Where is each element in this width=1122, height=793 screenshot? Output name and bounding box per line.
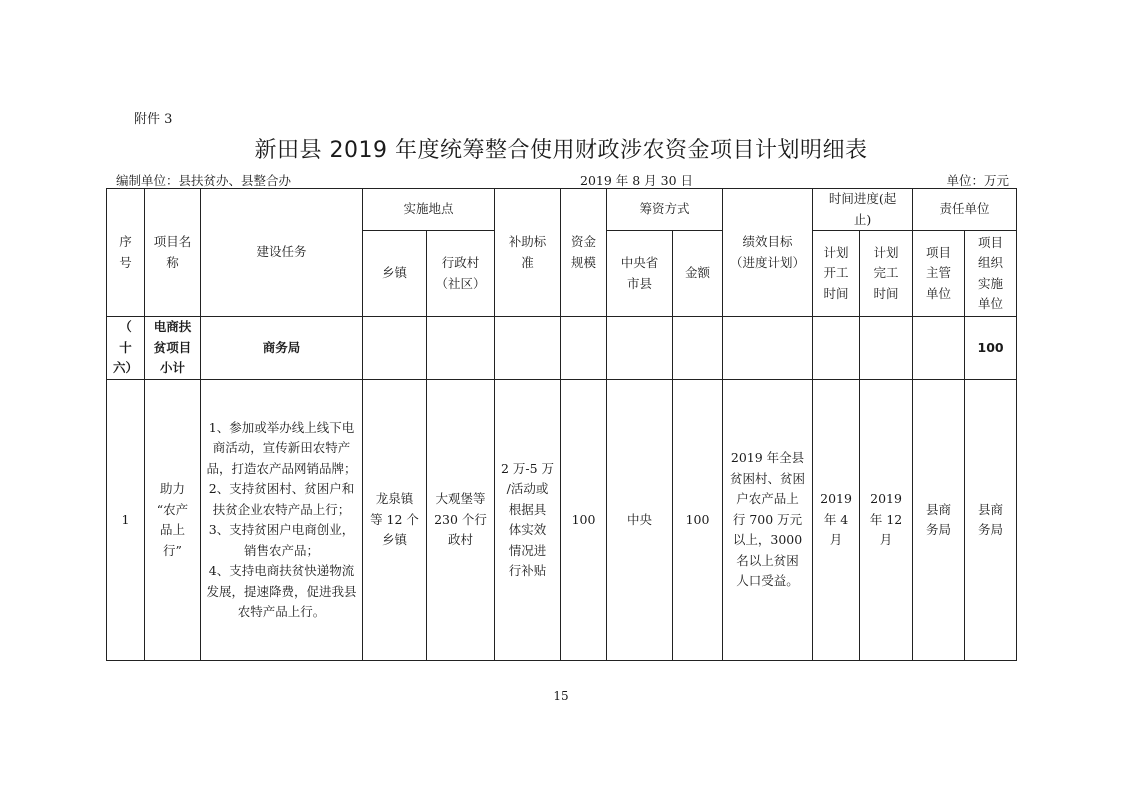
attachment-label: 附件 3 [134,112,173,127]
header-time-group: 时间进度(起 止) [813,189,913,231]
compiler-unit: 编制单位：县扶贫办、县整合办 [116,173,292,188]
task-item: 2、支持贫困村、贫困户和扶贫企业农特产品上行； [208,481,355,517]
row-project-name: 助力 “农产 品上 行” [145,380,201,661]
page-number: 15 [553,689,569,703]
subtotal-seq: （ 十 六） [107,317,145,380]
table-row [107,380,1017,661]
row-implementer: 县商 务局 [965,380,1017,661]
row-construction-tasks [201,380,363,661]
header-start-time: 计划 开工 时间 [813,231,860,317]
header-township: 乡镇 [363,231,427,317]
task-item: 3、支持贫困户电商创业，销售农产品； [208,522,355,558]
header-construction-task: 建设任务 [201,189,363,317]
header-supervisor: 项目 主管 单位 [913,231,965,317]
document-date: 2019 年 8 月 30 日 [580,173,694,188]
header-funding-source: 中央省 市县 [607,231,673,317]
header-fund-scale: 资金 规模 [561,189,607,317]
subtotal-name: 电商扶 贫项目 小计 [145,317,201,380]
header-subsidy-standard: 补助标 准 [495,189,561,317]
row-end-time: 2019 年 12 月 [860,380,913,661]
project-plan-table [106,188,1017,661]
header-project-name: 项目名 称 [145,189,201,317]
header-village: 行政村 （社区） [427,231,495,317]
header-end-time: 计划 完工 时间 [860,231,913,317]
task-item: 1、参加或举办线上线下电商活动，宣传新田农特产品，打造农产品网销品牌； [206,419,357,476]
row-amount: 100 [673,380,723,661]
subtotal-task: 商务局 [201,317,363,380]
header-location-group: 实施地点 [363,189,495,231]
row-supervisor: 县商 务局 [913,380,965,661]
row-funding-source: 中央 [607,380,673,661]
header-seq: 序 号 [107,189,145,317]
header-amount: 金额 [673,231,723,317]
subtotal-implementer-value: 100 [965,317,1017,380]
header-resp-group: 责任单位 [913,189,1017,231]
row-township: 龙泉镇 等 12 个 乡镇 [363,380,427,661]
page-title: 新田县 2019 年度统筹整合使用财政涉农资金项目计划明细表 [254,138,868,163]
row-start-time: 2019 年 4 月 [813,380,860,661]
task-item: 4、支持电商扶贫快递物流发展，提速降费，促进我县农特产品上行。 [206,563,357,619]
header-funding-group: 筹资方式 [607,189,723,231]
header-performance: 绩效目标 （进度计划） [723,189,813,317]
row-subsidy: 2 万-5 万 /活动或 根据具 体实效 情况进 行补贴 [495,380,561,661]
row-seq: 1 [107,380,145,661]
row-performance: 2019 年全县 贫困村、贫困 户农产品上 行 700 万元 以上，3000 名以上贫困 人口受益。 [723,380,813,661]
header-implementer: 项目 组织 实施 单位 [965,231,1017,317]
row-village: 大观堡等 230 个行 政村 [427,380,495,661]
row-fund-scale: 100 [561,380,607,661]
currency-unit: 单位：万元 [946,173,1009,188]
subtotal-row [107,317,1017,380]
